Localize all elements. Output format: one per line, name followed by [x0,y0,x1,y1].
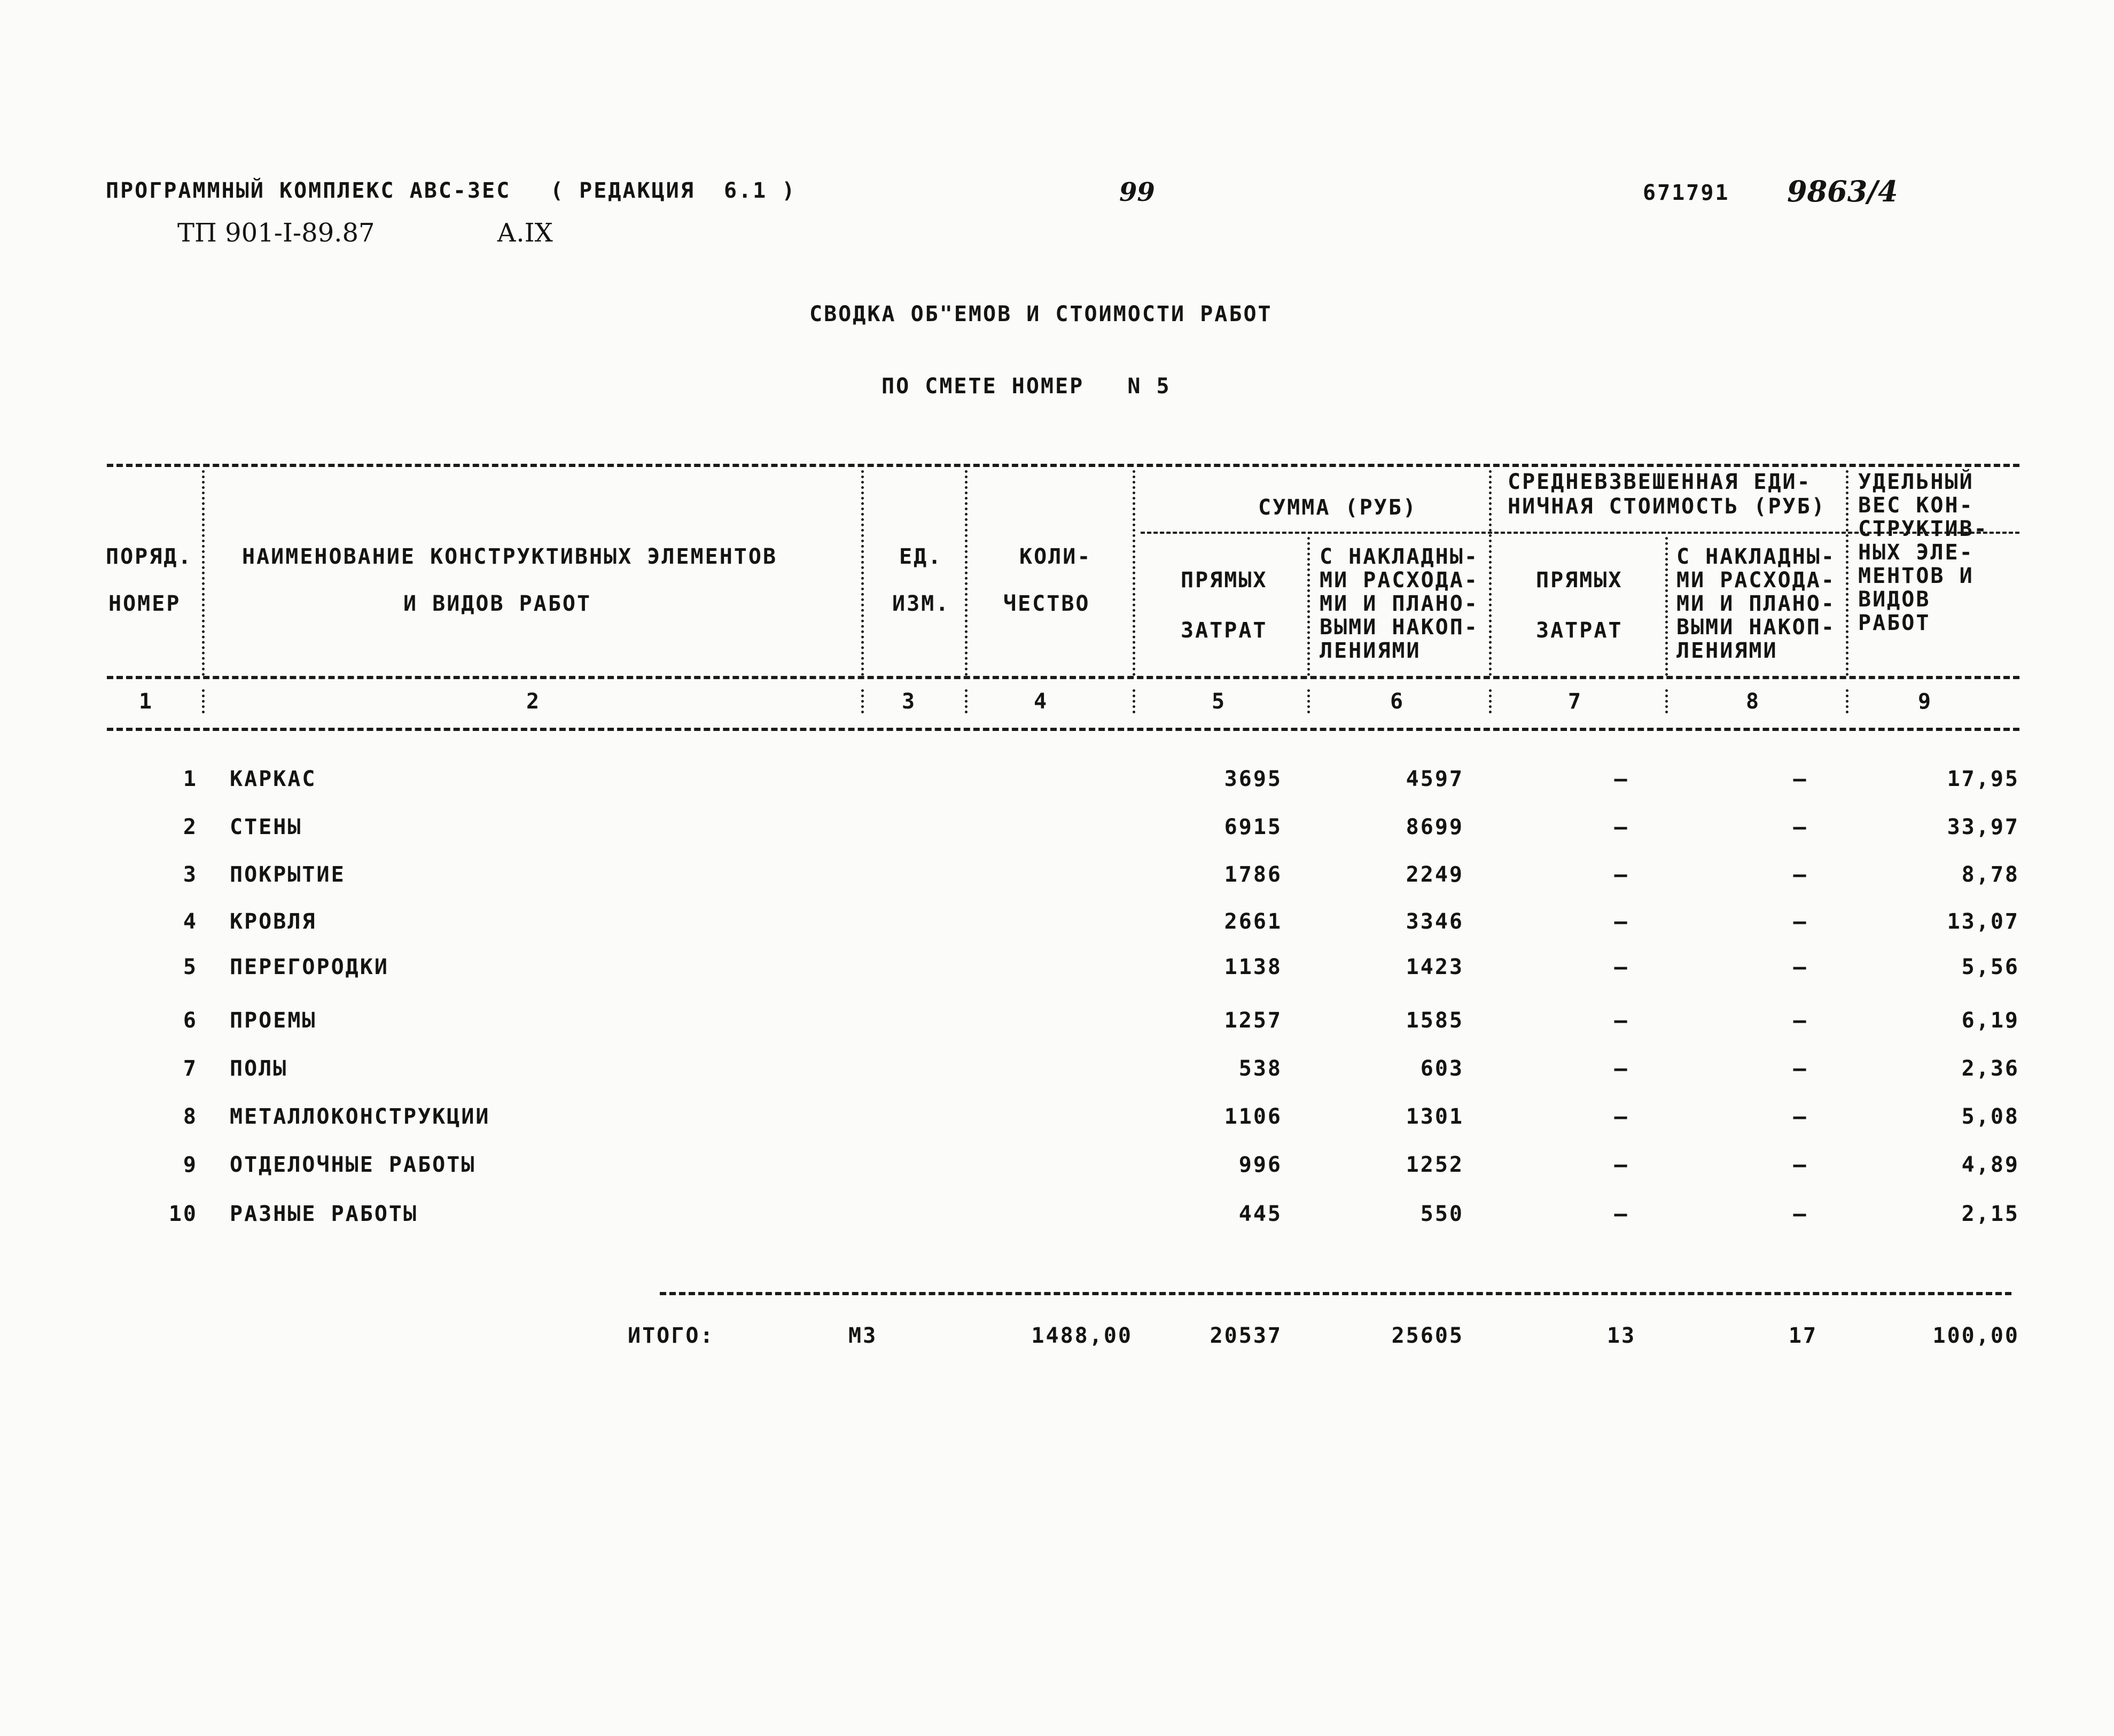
row-with-overhead: 1252 [1406,1153,1464,1177]
row-element-name: ПЕРЕГОРОДКИ [230,955,389,979]
row-avg-direct: — [1614,1104,1629,1129]
column-number: 9 [1918,689,1933,714]
row-with-overhead: 4597 [1406,767,1464,791]
row-number: 4 [183,909,198,934]
header-order-number: ПОРЯД. [106,544,193,569]
column-separator [1489,470,1492,676]
row-avg-with-overhead: — [1793,815,1808,839]
row-share: 8,78 [1961,862,2019,887]
row-direct-costs: 1786 [1224,862,1282,887]
table-top-rule [107,464,2019,467]
row-number: 10 [168,1202,198,1226]
table-row [0,1058,2114,1090]
row-avg-with-overhead: — [1793,1056,1808,1081]
row-element-name: ПРОЕМЫ [230,1008,317,1033]
header-share: УДЕЛЬНЫЙ [1858,470,1974,494]
header-element-name: И ВИДОВ РАБОТ [403,591,592,616]
row-element-name: МЕТАЛЛОКОНСТРУКЦИИ [230,1104,490,1129]
table-row [0,911,2114,943]
row-share: 5,56 [1961,955,2019,979]
header-unit: ЕД. [899,544,943,569]
row-share: 4,89 [1961,1153,2019,1177]
header-order-number: НОМЕР [108,591,181,616]
row-element-name: СТЕНЫ [230,815,302,839]
total-avg-direct: 13 [1606,1324,1636,1348]
header-avg-direct-costs: ПРЯМЫХ [1536,568,1623,593]
column-separator [1846,689,1848,713]
header-avg-with-overhead: ВЫМИ НАКОП- [1676,615,1836,640]
row-avg-direct: — [1614,815,1629,839]
table-row [0,864,2114,896]
row-with-overhead: 1301 [1406,1104,1464,1129]
row-with-overhead: 550 [1420,1202,1464,1226]
row-avg-direct: — [1614,1202,1629,1226]
column-number: 3 [902,689,917,714]
table-row [0,956,2114,988]
row-direct-costs: 1257 [1224,1008,1282,1033]
column-separator [202,689,205,713]
project-number: ТП 901-I-89.87 [177,218,375,248]
column-separator [1133,689,1135,713]
header-quantity: КОЛИ- [1019,544,1092,569]
header-avg-with-overhead: МИ И ПЛАНО- [1676,591,1836,616]
total-direct-costs: 20537 [1210,1324,1282,1348]
column-separator [1307,689,1310,713]
row-number: 2 [183,815,198,839]
total-quantity: 1488,00 [1031,1324,1133,1348]
header-share: НЫХ ЭЛЕ- [1858,540,1974,565]
row-direct-costs: 996 [1238,1153,1282,1177]
column-separator [861,689,864,713]
column-number: 4 [1034,689,1049,714]
row-number: 3 [183,862,198,887]
header-element-name: НАИМЕНОВАНИЕ КОНСТРУКТИВНЫХ ЭЛЕМЕНТОВ [242,544,778,569]
page-subtitle: ПО СМЕТЕ НОМЕР N 5 [882,374,1171,399]
table-row [0,1203,2114,1235]
row-number: 9 [183,1153,198,1177]
column-number: 2 [526,689,541,714]
edition: ( РЕДАКЦИЯ 6.1 ) [550,178,797,203]
header-quantity: ЧЕСТВО [1003,591,1090,616]
header-avg-with-overhead: ЛЕНИЯМИ [1676,639,1778,663]
row-element-name: КАРКАС [230,767,317,791]
handwritten-reference: 9863/4 [1787,174,1898,208]
header-sum-group: СУММА (РУБ) [1258,495,1417,520]
row-avg-direct: — [1614,862,1629,887]
row-with-overhead: 3346 [1406,909,1464,934]
column-separator [965,470,968,676]
header-unit: ИЗМ. [892,591,950,616]
column-separator [1133,470,1135,676]
row-share: 2,15 [1961,1202,2019,1226]
row-share: 33,97 [1947,815,2019,839]
row-number: 6 [183,1008,198,1033]
row-avg-direct: — [1614,1056,1629,1081]
header-share: ВЕС КОН- [1858,493,1974,518]
column-number: 1 [139,689,154,714]
total-rule [660,1292,2011,1295]
row-element-name: РАЗНЫЕ РАБОТЫ [230,1202,418,1226]
row-avg-with-overhead: — [1793,767,1808,791]
header-share: СТРУКТИВ- [1858,517,1988,541]
row-direct-costs: 2661 [1224,909,1282,934]
row-share: 5,08 [1961,1104,2019,1129]
column-separator [1665,689,1668,713]
program-name: ПРОГРАММНЫЙ КОМПЛЕКС АВС-3ЕС [106,178,511,203]
column-separator [861,470,864,676]
header-share: ВИДОВ [1858,587,1931,612]
row-direct-costs: 1106 [1224,1104,1282,1129]
total-share: 100,00 [1932,1324,2019,1348]
row-avg-with-overhead: — [1793,955,1808,979]
row-avg-direct: — [1614,767,1629,791]
header-direct-costs: ПРЯМЫХ [1181,568,1268,593]
row-avg-with-overhead: — [1793,1153,1808,1177]
row-avg-direct: — [1614,909,1629,934]
column-numbers-rule [107,728,2019,731]
row-element-name: КРОВЛЯ [230,909,317,934]
header-with-overhead: С НАКЛАДНЫ- [1320,544,1479,569]
table-row [0,1106,2114,1138]
column-separator [1489,689,1492,713]
page-title: СВОДКА ОБ"ЕМОВ И СТОИМОСТИ РАБОТ [809,302,1273,326]
header-average-group: СРЕДНЕВЗВЕШЕННАЯ ЕДИ- [1508,470,1812,494]
row-direct-costs: 1138 [1224,955,1282,979]
header-avg-with-overhead: МИ РАСХОДА- [1676,568,1836,593]
column-separator [1846,470,1848,676]
row-share: 2,36 [1961,1056,2019,1081]
row-avg-with-overhead: — [1793,909,1808,934]
header-with-overhead: МИ И ПЛАНО- [1320,591,1479,616]
row-with-overhead: 8699 [1406,815,1464,839]
column-number: 7 [1568,689,1583,714]
table-row [0,768,2114,800]
row-number: 8 [183,1104,198,1129]
row-number: 5 [183,955,198,979]
total-with-overhead: 25605 [1391,1324,1464,1348]
row-direct-costs: 538 [1238,1056,1282,1081]
row-with-overhead: 1585 [1406,1008,1464,1033]
row-with-overhead: 1423 [1406,955,1464,979]
column-separator [202,470,205,676]
row-avg-direct: — [1614,1153,1629,1177]
row-avg-direct: — [1614,955,1629,979]
table-row [0,816,2114,848]
row-with-overhead: 603 [1420,1056,1464,1081]
column-number: 6 [1390,689,1405,714]
page-number: 99 [1119,177,1155,207]
header-with-overhead: МИ РАСХОДА- [1320,568,1479,593]
row-avg-with-overhead: — [1793,1202,1808,1226]
document-code: 671791 [1643,181,1730,205]
row-element-name: ПОКРЫТИЕ [230,862,346,887]
row-direct-costs: 3695 [1224,767,1282,791]
row-number: 1 [183,767,198,791]
header-bottom-rule [107,676,2019,679]
total-avg-with-overhead: 17 [1788,1324,1818,1348]
column-separator [1665,537,1668,676]
header-avg-direct-costs: ЗАТРАТ [1536,618,1623,643]
row-with-overhead: 2249 [1406,862,1464,887]
total-unit: М3 [848,1324,878,1348]
row-element-name: ПОЛЫ [230,1056,288,1081]
table-row [0,1154,2114,1186]
row-share: 17,95 [1947,767,2019,791]
row-avg-with-overhead: — [1793,1104,1808,1129]
total-label: ИТОГО: [628,1324,715,1348]
row-number: 7 [183,1056,198,1081]
column-separator [1307,537,1310,676]
album-number: А.IX [497,218,553,248]
row-element-name: ОТДЕЛОЧНЫЕ РАБОТЫ [230,1153,476,1177]
row-avg-with-overhead: — [1793,1008,1808,1033]
row-share: 13,07 [1947,909,2019,934]
column-number: 8 [1746,689,1761,714]
row-avg-direct: — [1614,1008,1629,1033]
row-direct-costs: 6915 [1224,815,1282,839]
column-number: 5 [1212,689,1227,714]
header-avg-with-overhead: С НАКЛАДНЫ- [1676,544,1836,569]
header-share: МЕНТОВ И [1858,564,1974,588]
column-separator [965,689,968,713]
row-avg-with-overhead: — [1793,862,1808,887]
header-share: РАБОТ [1858,611,1931,635]
header-with-overhead: ВЫМИ НАКОП- [1320,615,1479,640]
row-direct-costs: 445 [1238,1202,1282,1226]
row-share: 6,19 [1961,1008,2019,1033]
table-row [0,1010,2114,1042]
header-with-overhead: ЛЕНИЯМИ [1320,639,1421,663]
header-direct-costs: ЗАТРАТ [1181,618,1268,643]
header-average-group: НИЧНАЯ СТОИМОСТЬ (РУБ) [1508,494,1826,519]
